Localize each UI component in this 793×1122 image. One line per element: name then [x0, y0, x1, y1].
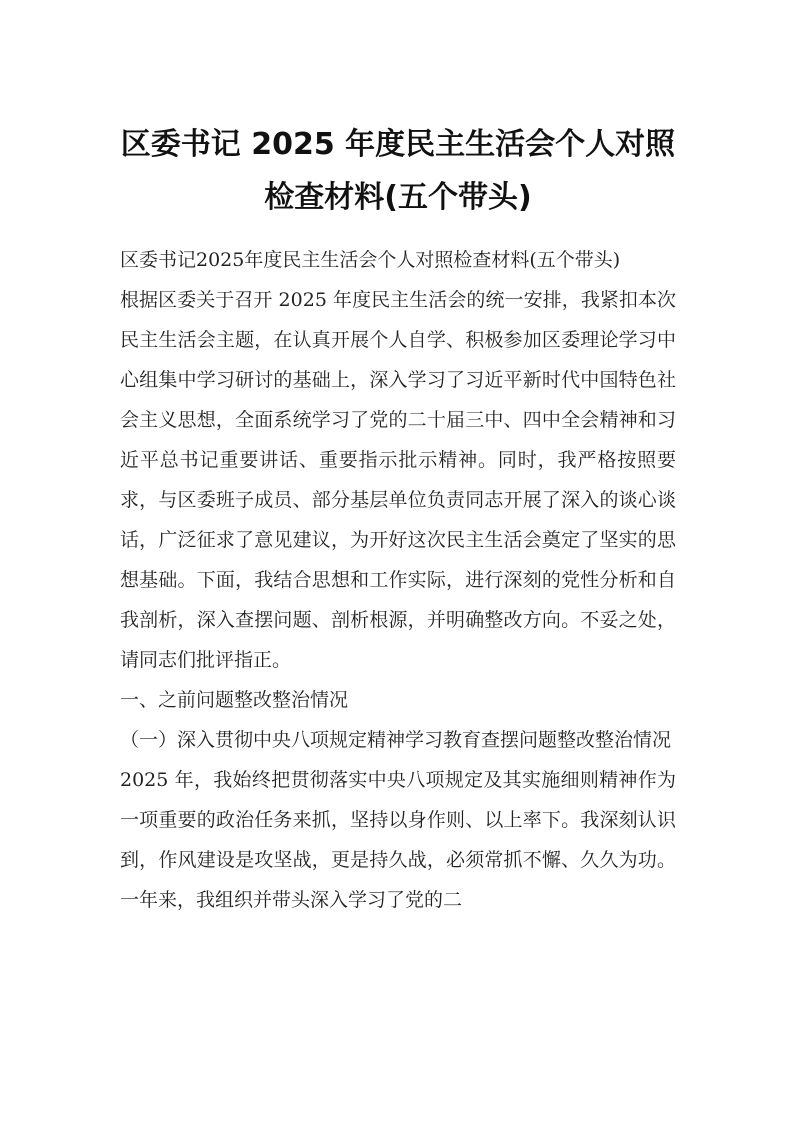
paragraph-repeated-title: 区委书记2025年度民主生活会个人对照检查材料(五个带头)	[120, 249, 621, 271]
paragraph-2025-rectification: 2025 年，我始终把贯彻落实中央八项规定及其实施细则精神作为一项重要的政治任务来抓，坚持以身作则、以上率下。我深刻认识到，作风建设是攻坚战，更是持久战，必须常抓不懈、久久为功。一年来，我组织并带头深入学习了党的二	[120, 769, 676, 911]
paragraph-introduction: 根据区委关于召开 2025 年度民主生活会的统一安排，我紧扣本次民主生活会主题，在认真开展个人自学、积极参加区委理论学习中心组集中学习研讨的基础上，深入学习了习近平新时代中国特色社会主义思想，全面系统学习了党的二十届三中、四中全会精神和习近平总书记重要讲话、重要指示批示精神。同时，我严格按照要求，与区委班子成员、部分基层单位负责同志开展了深入的谈心谈话，广泛征求了意见建议，为开好这次民主生活会奠定了坚实的思想基础。下面，我结合思想和工作实际，进行深刻的党性分析和自我剖析，深入查摆问题、剖析根源，并明确整改方向。不妥之处，请同志们批评指正。	[120, 289, 676, 671]
document-title: 区委书记 2025 年度民主生活会个人对照检查材料(五个带头)	[120, 127, 676, 215]
subsection-heading: （一）深入贯彻中央八项规定精神学习教育查摆问题整改整治情况	[120, 729, 672, 751]
section-heading: 一、之前问题整改整治情况	[120, 689, 349, 711]
document-body	[120, 240, 676, 920]
